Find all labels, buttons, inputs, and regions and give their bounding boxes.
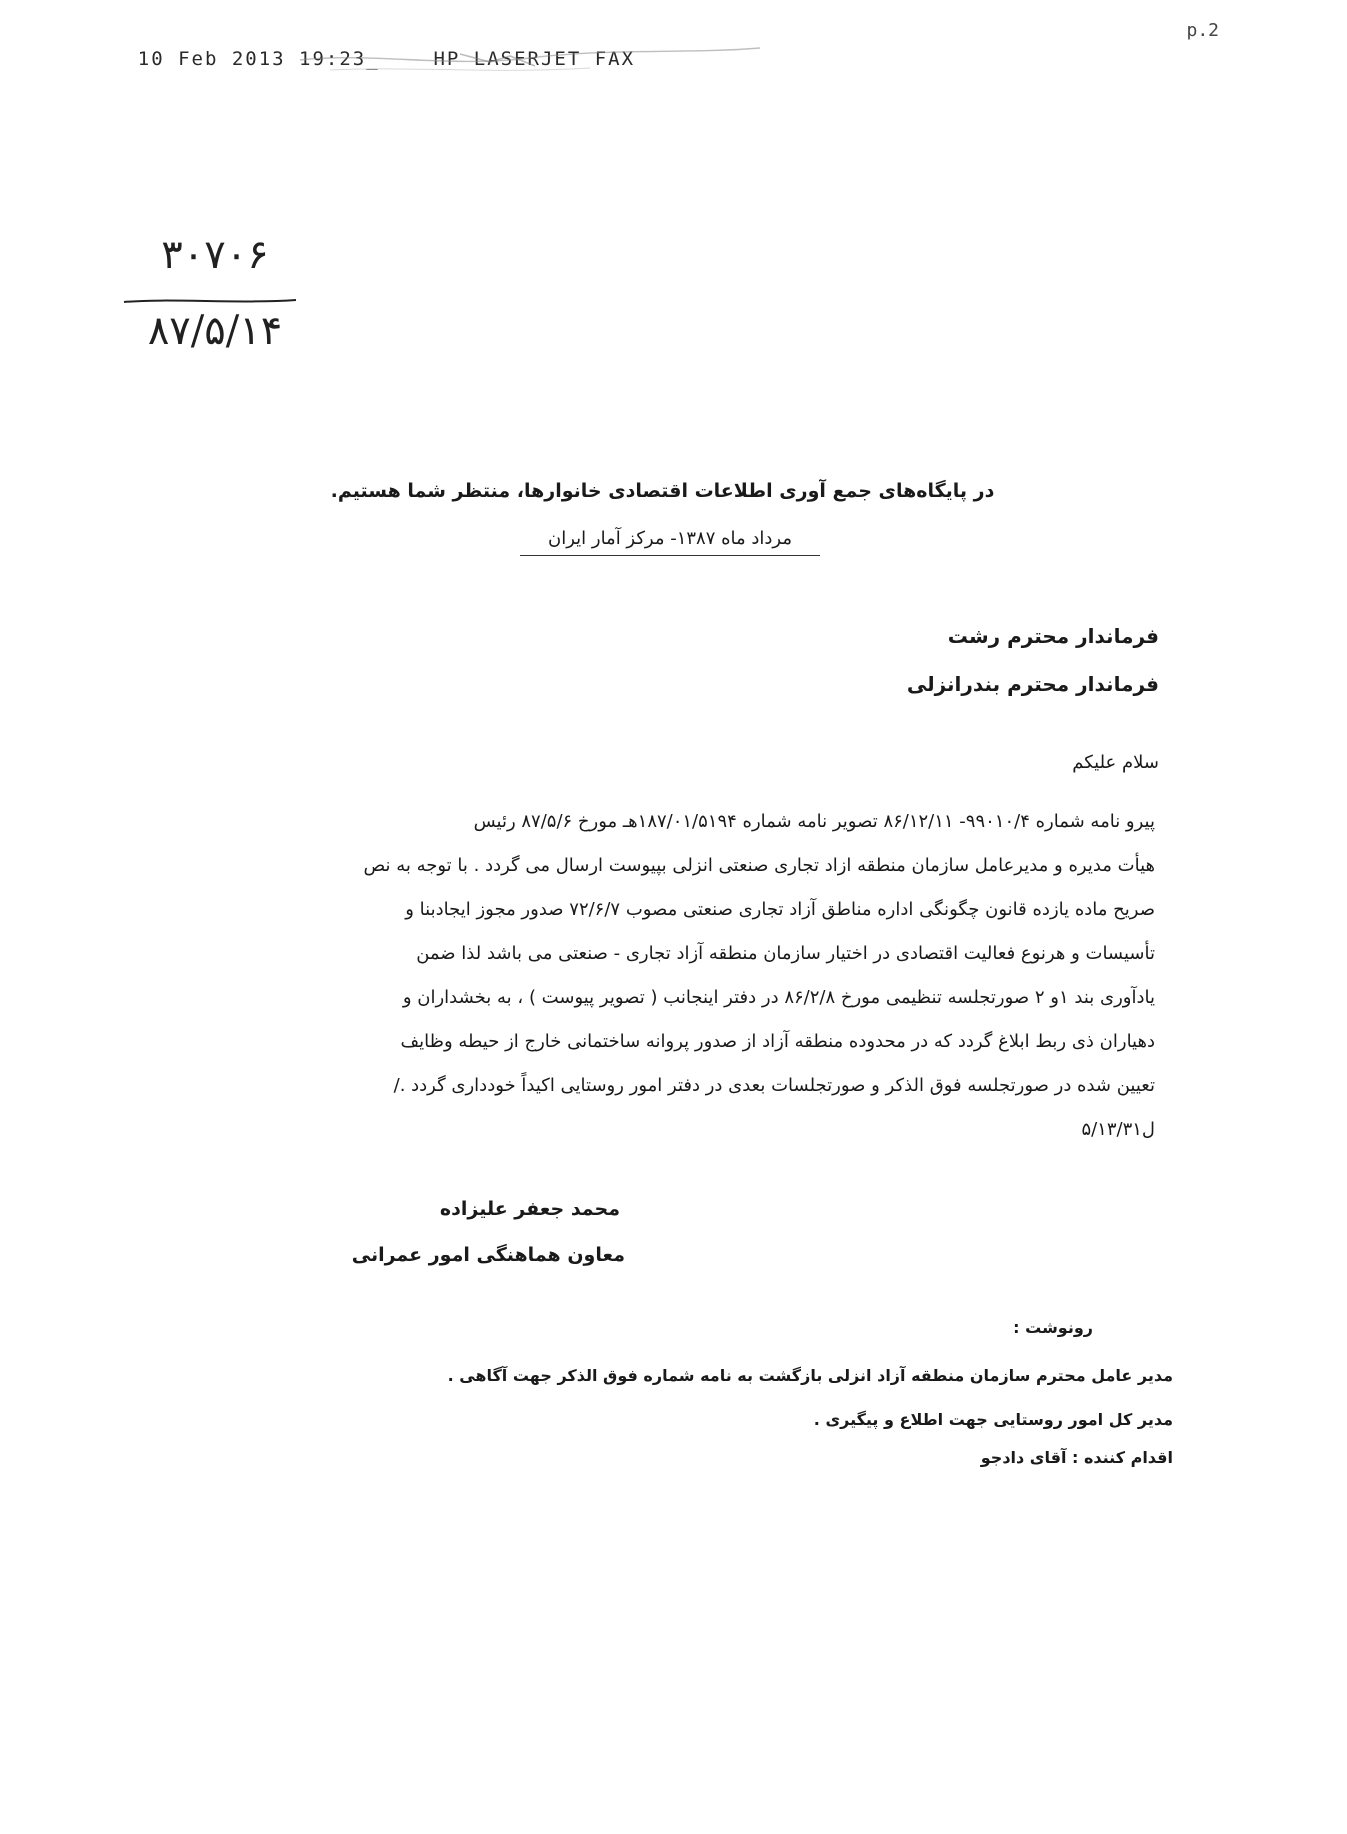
signer-name: محمد جعفر علیزاده	[439, 1198, 620, 1220]
body-line: هیأت مدیره و مدیرعامل سازمان منطقه ازاد تجاری صنعتی انزلی بپیوست ارسال می گردد . با توجه به نص	[363, 855, 1155, 876]
handwritten-reference-number: ۳۰۷۰۶	[161, 232, 269, 278]
signer-title: معاون هماهنگی امور عمرانی	[351, 1244, 625, 1266]
recipient-2: فرماندار محترم بندرانزلی	[906, 672, 1159, 696]
recipient-1: فرماندار محترم رشت	[947, 624, 1159, 648]
cc-heading: رونوشت :	[1013, 1318, 1093, 1337]
body-line: صریح ماده یازده قانون چگونگی اداره مناطق آزاد تجاری صنعتی مصوب ۷۲/۶/۷ صدور مجوز ایجادبنا و	[405, 899, 1155, 920]
body-line: تأسیسات و هرنوع فعالیت اقتصادی در اختیار سازمان منطقه آزاد تجاری - صنعتی می باشد لذا ضمن	[416, 943, 1155, 964]
handwritten-date: ۸۷/۵/۱۴	[147, 308, 283, 354]
slogan-heading: در پایگاه‌های جمع آوری اطلاعات اقتصادی خانوارها، منتظر شما هستیم.	[330, 480, 995, 502]
slogan-subheading: مرداد ماه ۱۳۸۷- مرکز آمار ایران	[520, 528, 820, 556]
body-line: تعیین شده در صورتجلسه فوق الذکر و صورتجلسات بعدی در دفتر امور روستایی اکیداً خودداری گردد ./	[393, 1075, 1155, 1096]
body-line: یادآوری بند ۱و ۲ صورتجلسه تنظیمی مورخ ۸۶/۲/۸ در دفتر اینجانب ( تصویر پیوست ) ، به بخشداران و	[402, 987, 1155, 1008]
body-line: پیرو نامه شماره ۹۹۰۱۰/۴- ۸۶/۱۲/۱۱ تصویر نامه شماره ۱۸۷/۰۱/۵۱۹۴هـ مورخ ۸۷/۵/۶ رئیس	[473, 811, 1155, 832]
cc-line: مدیر کل امور روستایی جهت اطلاع و پیگیری .	[813, 1410, 1173, 1429]
greeting: سلام علیکم	[1072, 752, 1159, 773]
fax-header: 10 Feb 2013 19:23_ HP LASERJET FAX	[137, 48, 636, 70]
fax-timestamp: 10 Feb 2013 19:23	[137, 48, 367, 70]
body-line: دهیاران ذی ربط ابلاغ گردد که در محدوده منطقه آزاد از صدور پروانه ساختمانی خارج از حیطه وظایف	[400, 1031, 1155, 1052]
cc-line: اقدام کننده : آقای دادجو	[980, 1448, 1173, 1467]
fax-page-marker: p.2	[1186, 20, 1219, 41]
scan-noise	[290, 40, 770, 80]
letter-body	[195, 800, 1155, 1152]
fax-device: HP LASERJET FAX	[433, 48, 636, 70]
body-line-reference: ل۵/۱۳/۳۱	[1081, 1119, 1155, 1140]
cc-line: مدیر عامل محترم سازمان منطقه آزاد انزلی بازگشت به نامه شماره فوق الذکر جهت آگاهی .	[447, 1366, 1173, 1385]
handwritten-divider	[120, 296, 300, 306]
